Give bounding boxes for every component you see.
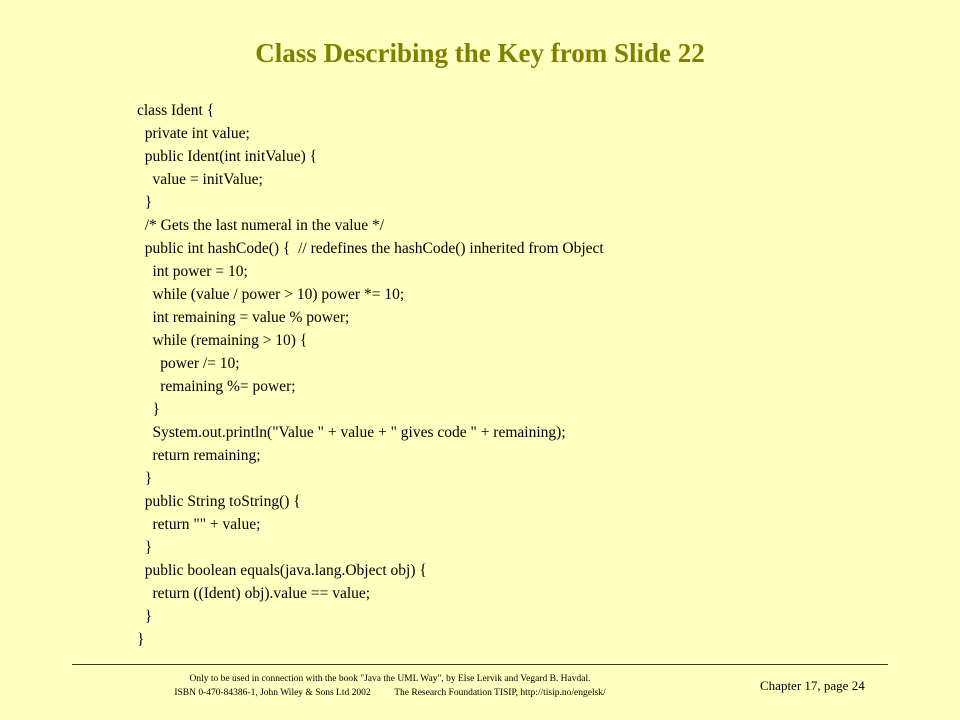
footer-book-notice: Only to be used in connection with the book "Java the UML Way", by Else Lervik and Vegard B. Havdal.	[189, 674, 591, 684]
code-line: class Ident {	[137, 102, 215, 119]
code-line: public int hashCode() { // redefines the hashCode() inherited from Object	[137, 240, 604, 257]
code-line: remaining %= power;	[137, 378, 296, 395]
code-line: return ((Ident) obj).value == value;	[137, 585, 371, 602]
code-line: }	[137, 194, 153, 211]
code-line: }	[137, 401, 160, 418]
code-line: int power = 10;	[137, 263, 248, 280]
page-number: Chapter 17, page 24	[760, 678, 865, 693]
code-line: }	[137, 539, 153, 556]
footer-citation	[120, 672, 660, 700]
code-line: private int value;	[137, 125, 250, 142]
code-line: power /= 10;	[137, 355, 240, 372]
code-block	[137, 99, 604, 651]
code-line: }	[137, 631, 145, 648]
code-line: value = initValue;	[137, 171, 263, 188]
footer-foundation: The Research Foundation TISIP, http://tisip.no/engelsk/	[394, 688, 606, 698]
footer-isbn: ISBN 0-470-84386-1, John Wiley & Sons Ltd 2002	[174, 688, 371, 698]
code-line: public boolean equals(java.lang.Object obj) {	[137, 562, 427, 579]
code-line: return "" + value;	[137, 516, 261, 533]
code-line: while (remaining > 10) {	[137, 332, 308, 349]
code-line: }	[137, 470, 153, 487]
code-line: System.out.println("Value " + value + " gives code " + remaining);	[137, 424, 566, 441]
code-line: /* Gets the last numeral in the value */	[137, 217, 385, 234]
code-line: return remaining;	[137, 447, 261, 464]
code-line: while (value / power > 10) power *= 10;	[137, 286, 405, 303]
code-line: }	[137, 608, 153, 625]
code-line: int remaining = value % power;	[137, 309, 350, 326]
code-line: public Ident(int initValue) {	[137, 148, 318, 165]
footer-divider	[72, 664, 888, 665]
slide-title: Class Describing the Key from Slide 22	[255, 38, 705, 68]
code-line: public String toString() {	[137, 493, 301, 510]
